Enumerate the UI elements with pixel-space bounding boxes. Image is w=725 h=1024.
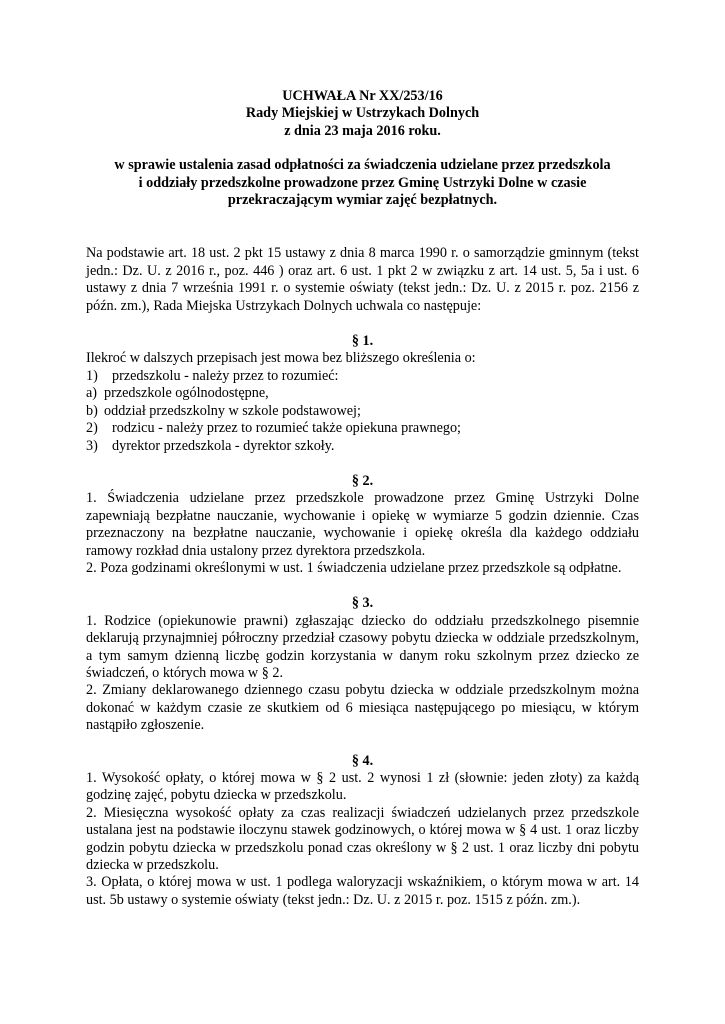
resolution-subject <box>86 157 639 209</box>
list-item-text: rodzicu - należy przez to rozumieć także opiekuna prawnego; <box>112 420 462 437</box>
list-item-number: 3) <box>86 437 98 454</box>
section-2-title: § 2. <box>351 472 374 489</box>
section-4 <box>86 753 639 910</box>
section-4-paragraph-3: 3. Opłata, o której mowa w ust. 1 podlega waloryzacji wskaźnikiem, o którym mowa w art. 14 ust. 5b ustawy o systemie oświaty (tekst jedn.: Dz. U. z 2015 r. poz. 1515 z późn. zm.). <box>86 874 639 908</box>
list-item-letter: b) <box>86 402 98 419</box>
section-1 <box>86 333 639 455</box>
list-item <box>86 403 639 420</box>
resolution-number: UCHWAŁA Nr XX/253/16 <box>282 88 443 104</box>
subject-line-2: i oddziały przedszkolne prowadzone przez Gminę Ustrzyki Dolne w czasie <box>138 174 587 191</box>
resolution-council: Rady Miejskiej w Ustrzykach Dolnych <box>245 105 480 122</box>
list-item <box>86 420 639 437</box>
section-4-paragraph-2: 2. Miesięczna wysokość opłaty za czas realizacji świadczeń udzielanych przez przedszkole ustalana jest na podstawie iloczynu stawek godzinowych, o której mowa w § 4 ust. 1 oraz liczby godzin pobytu dziecka w przedszkolu ponad czas określony w § 2 ust. 1 oraz liczby dni pobytu dziecka w przedszkolu. <box>86 804 639 874</box>
list-item-letter: a) <box>86 385 98 402</box>
section-2 <box>86 473 639 577</box>
section-1-title: § 1. <box>351 333 374 350</box>
list-item-text: dyrektor przedszkola - dyrektor szkoły. <box>112 437 335 454</box>
subject-line-1: w sprawie ustalenia zasad odpłatności za świadczenia udzielane przez przedszkola <box>114 157 611 174</box>
list-item <box>86 385 639 402</box>
list-item <box>86 438 639 455</box>
legal-basis-paragraph: Na podstawie art. 18 ust. 2 pkt 15 ustawy z dnia 8 marca 1990 r. o samorządzie gminnym (tekst jedn.: Dz. U. z 2016 r., poz. 446 ) oraz art. 6 ust. 1 pkt 2 w związku z art. 14 ust. 5, 5a i ust. 6 ustawy z dnia 7 września 1991 r. o systemie oświaty (tekst jedn.: Dz. U. z 2015 r. poz. 2156 z późn. zm.), Rada Miejska Ustrzykach Dolnych uchwala co następuje: <box>86 245 639 314</box>
section-1-lead: Ilekroć w dalszych przepisach jest mowa bez bliższego określenia o: <box>86 350 476 367</box>
list-item-text: przedszkolu - należy przez to rozumieć: <box>112 367 339 384</box>
list-item-text: oddział przedszkolny w szkole podstawowej; <box>104 402 361 419</box>
resolution-date: z dnia 23 maja 2016 roku. <box>284 122 441 139</box>
section-4-title: § 4. <box>351 752 374 769</box>
section-3 <box>86 595 639 734</box>
list-item-number: 1) <box>86 367 98 384</box>
section-3-title: § 3. <box>351 595 374 612</box>
document-content <box>86 88 639 909</box>
list-item-number: 2) <box>86 420 98 437</box>
list-item <box>86 368 639 385</box>
section-2-paragraph-2: 2. Poza godzinami określonymi w ust. 1 świadczenia udzielane przez przedszkole są odpłatne. <box>86 559 622 576</box>
section-4-paragraph-1: 1. Wysokość opłaty, o której mowa w § 2 ust. 2 wynosi 1 zł (słownie: jeden złoty) za każdą godzinę zajęć, pobytu dziecka w przedszkolu. <box>86 770 639 804</box>
section-2-paragraph-1: 1. Świadczenia udzielane przez przedszkole prowadzone przez Gminę Ustrzyki Dolne zapewniają bezpłatne nauczanie, wychowanie i opiekę w wymiarze 5 godzin dziennie. Czas przeznaczony na bezpłatne nauczanie, wychowanie i opiekę określa dla każdego oddziału ramowy rozkład dnia ustalony przez dyrektora przedszkola. <box>86 490 639 559</box>
subject-line-3: przekraczającym wymiar zajęć bezpłatnych. <box>227 192 498 209</box>
section-3-paragraph-2: 2. Zmiany deklarowanego dziennego czasu pobytu dziecka w oddziale przedszkolnym można dokonać w każdym czasie ze skutkiem od 6 miesiąca następującego po miesiącu, w którym nastąpiło zgłoszenie. <box>86 682 639 734</box>
list-item-text: przedszkole ogólnodostępne, <box>104 385 269 402</box>
resolution-header <box>86 88 639 140</box>
section-3-paragraph-1: 1. Rodzice (opiekunowie prawni) zgłaszając dziecko do oddziału przedszkolnego pisemnie deklarują przynajmniej półroczny przedział czasowy pobytu dziecka w oddziale przedszkolnym, a tym samym dzienną liczbę godzin korzystania w danym roku szkolnym przez dziecko ze świadczeń, o których mowa w § 2. <box>86 612 639 681</box>
